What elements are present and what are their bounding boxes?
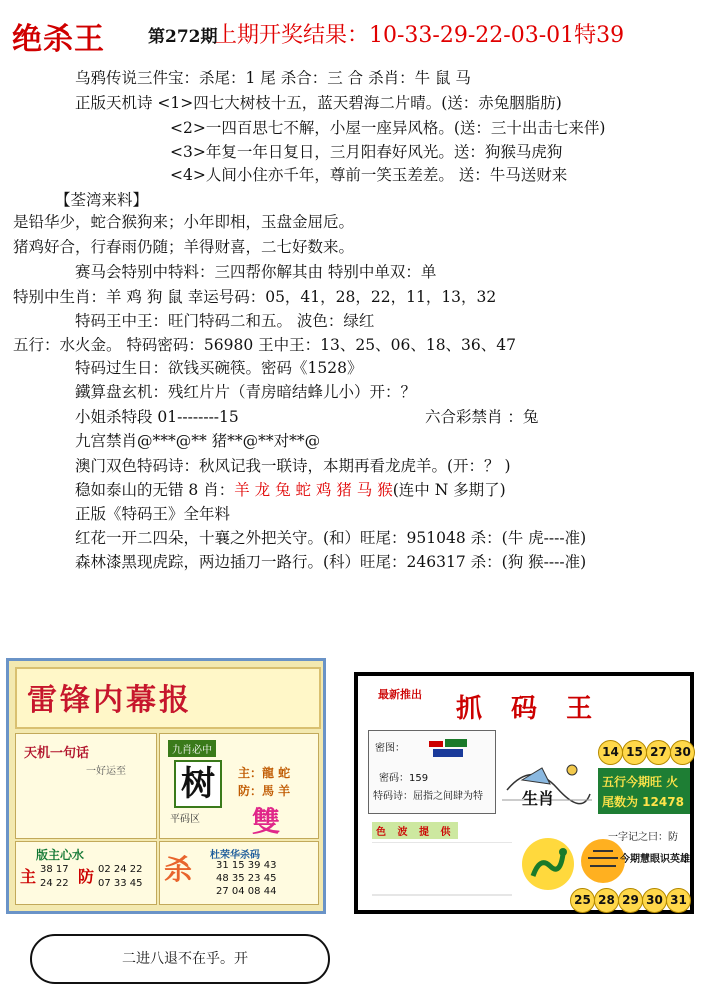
left-panel-header bbox=[15, 667, 321, 729]
text-line: <3>年复一年日复日，三月阳春好风光。送：狗猴马虎狗 bbox=[170, 143, 563, 161]
steady-line bbox=[75, 480, 506, 500]
cloud-bubble bbox=[30, 934, 330, 984]
center-label: 九肖必中 bbox=[168, 740, 216, 757]
jinqi-text: 今期慧眼识英雄 bbox=[620, 854, 690, 865]
text-line: 特别中生肖：羊 鸡 狗 鼠 幸运号码：05，41，28，22，11，13，32 bbox=[13, 288, 497, 306]
right-num-row: 07 33 45 bbox=[98, 878, 143, 889]
steady-zodiacs: 羊 龙 兔 蛇 鸡 猪 马 猴 bbox=[234, 481, 393, 499]
left-panel-title: 雷锋内幕报 bbox=[27, 683, 192, 718]
tianji-box bbox=[15, 733, 157, 839]
right-num-row: 02 24 22 bbox=[98, 864, 143, 875]
page-title: 绝杀王 bbox=[12, 22, 105, 57]
tianji-title: 天机一句话 bbox=[24, 746, 90, 761]
banzhu-title: 版主心水 bbox=[36, 848, 85, 862]
number-ball: 15 bbox=[622, 740, 647, 765]
wuxing-text: 五行今期旺 火 bbox=[602, 775, 679, 789]
text-line: 红花一开二四朵，十襄之外把关守。(和）旺尾：951048 杀：(牛 虎----准) bbox=[75, 529, 587, 547]
fang-label: 防 bbox=[78, 867, 95, 886]
dumu-row: 31 15 39 43 bbox=[216, 860, 277, 871]
number-ball: 31 bbox=[666, 888, 691, 913]
dumu-row: 27 04 08 44 bbox=[216, 886, 277, 897]
last-result: 上期开奖结果：10-33-29-22-03-01特39 bbox=[215, 23, 625, 48]
number-ball: 28 bbox=[594, 888, 619, 913]
newest-label: 最新推出 bbox=[378, 688, 422, 701]
text-line: 鐵算盘玄机：残红片片（青房暗结蜂儿小）开：？ bbox=[75, 383, 417, 401]
sebo-label: 色 波 提 供 bbox=[372, 822, 458, 839]
number-ball: 29 bbox=[618, 888, 643, 913]
text-line: 乌鸦传说三件宝：杀尾：1 尾 杀合：三 合 杀肖：牛 鼠 马 bbox=[75, 69, 471, 87]
main-label: 主：龍 蛇 bbox=[238, 766, 291, 780]
sha-char: 杀 bbox=[164, 853, 193, 886]
mima-box bbox=[368, 730, 496, 814]
steady-prefix: 稳如泰山的无错 8 肖： bbox=[75, 481, 235, 499]
number-ball: 27 bbox=[646, 740, 671, 765]
text-line: 澳门双色特码诗：秋风记我一联诗，本期再看龙虎羊。(开：？ ) bbox=[75, 457, 511, 475]
left-newspaper-panel bbox=[6, 658, 326, 914]
weishu-text: 尾数为 12478 bbox=[602, 795, 684, 809]
wuxing-box bbox=[598, 768, 690, 814]
text-line: 猪鸡好合，行春雨仍随；羊得财喜，二七好数来。 bbox=[13, 238, 355, 256]
number-ball: 25 bbox=[570, 888, 595, 913]
text-line: <4>人间小住亦千年，尊前一笑玉差差。 送：牛马送财来 bbox=[170, 166, 568, 184]
text-line: 五行：水火金。 特码密码：56980 王中王：13、25、06、18、36、47 bbox=[13, 336, 517, 354]
left-num-row: 24 22 bbox=[40, 878, 69, 889]
mima-label: 密图： bbox=[375, 743, 405, 754]
text-line: 九宫禁肖@***@** 猪**@**对**@ bbox=[75, 432, 321, 450]
issue-number: 第272期 bbox=[148, 27, 218, 47]
mima-value: 密码：159 bbox=[379, 773, 429, 784]
tianji-sub: 一好运至 bbox=[86, 766, 126, 777]
right-catch-panel bbox=[354, 672, 694, 914]
number-ball: 14 bbox=[598, 740, 623, 765]
poem-columns bbox=[372, 842, 512, 896]
text-line: 正版天机诗 <1>四七大树枝十五，蓝天碧海二片晴。(送：赤兔胭脂肪) bbox=[75, 94, 562, 112]
yiziji-text: 一字记之曰：防 bbox=[608, 832, 678, 843]
steady-suffix: (连中 N 多期了) bbox=[392, 481, 506, 499]
number-ball: 30 bbox=[670, 740, 695, 765]
text-line: 正版《特码王》全年料 bbox=[75, 505, 231, 523]
temi-label: 特码诗： bbox=[373, 791, 413, 802]
dumu-title: 杜荣华杀码 bbox=[210, 850, 260, 861]
center-box bbox=[159, 733, 319, 839]
fang-zodiac: 防：馬 羊 bbox=[238, 784, 291, 798]
text-line: 特码过生日：欲钱买碗筷。密码《1528》 bbox=[75, 359, 363, 377]
snake-icon bbox=[518, 836, 578, 892]
banzhu-box bbox=[15, 841, 157, 905]
pingma-label: 平码区 bbox=[170, 814, 200, 825]
left-num-row: 38 17 bbox=[40, 864, 69, 875]
text-line: <2>一四百思七不解，小屋一座异风格。(送：三十出击七来伴) bbox=[170, 119, 606, 137]
zhu-label: 主 bbox=[20, 867, 37, 886]
right-panel-title: 抓 码 王 bbox=[456, 694, 603, 724]
shengxiao-label: 生肖 bbox=[522, 789, 555, 808]
text-line: 特码王中王：旺门特码二和五。 波色：绿红 bbox=[75, 312, 375, 330]
text-line: 六合彩禁肖 ：兔 bbox=[425, 408, 539, 426]
big-char: 树 bbox=[174, 760, 222, 808]
text-line: 小姐杀特段 01--------15 bbox=[75, 408, 239, 426]
section-heading: 【荃湾来料】 bbox=[55, 191, 149, 209]
number-ball: 30 bbox=[642, 888, 667, 913]
text-line: 赛马会特别中特料：三四帮你解其由 特别中单双：单 bbox=[75, 263, 437, 281]
shuang-char: 雙 bbox=[252, 805, 281, 838]
dumu-row: 48 35 23 45 bbox=[216, 873, 277, 884]
text-line: 是铅华少，蛇合猴狗来；小年即相，玉盘金屈卮。 bbox=[13, 213, 355, 231]
cloud-text: 二进八退不在乎。开 bbox=[122, 951, 248, 967]
logo-icon bbox=[429, 737, 469, 759]
text-line: 森林漆黑现虎踪，两边插刀一路行。(科）旺尾：246317 杀：(狗 猴----准) bbox=[75, 553, 587, 571]
temi-text: 屈指之间肆为特 bbox=[413, 791, 483, 802]
dumu-box bbox=[159, 841, 319, 905]
